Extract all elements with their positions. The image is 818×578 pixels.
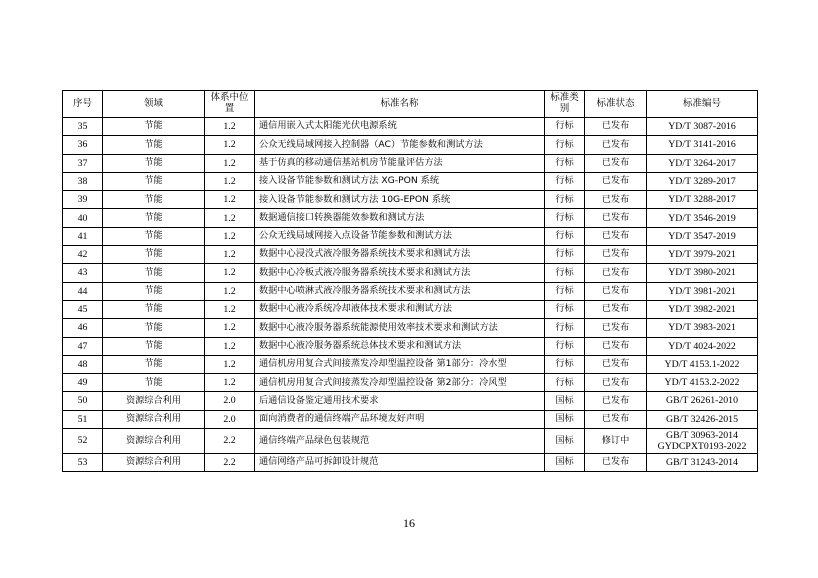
row-serial: 40: [63, 209, 103, 227]
table-row: [63, 392, 758, 410]
row-code: YD/T 3288-2017: [647, 191, 758, 209]
row-serial: 41: [63, 227, 103, 245]
row-field: 节能: [103, 136, 205, 154]
row-field: 节能: [103, 246, 205, 264]
table-row: [63, 191, 758, 209]
row-code: GB/T 26261-2010: [647, 392, 758, 410]
row-field: 资源综合利用: [103, 392, 205, 410]
row-standard-name: 后通信设备鉴定通用技术要求: [255, 392, 545, 410]
row-standard-name: 接入设备节能参数和测试方法 XG-PON 系统: [255, 172, 545, 190]
row-code: GB/T 30963-2014 GYDCPXT0193-2022: [647, 429, 758, 454]
row-code: YD/T 4153.2-2022: [647, 374, 758, 392]
row-status: 已发布: [585, 191, 647, 209]
row-standard-name: 通信机房用复合式间接蒸发冷却型温控设备 第1部分：冷水型: [255, 355, 545, 373]
header-field: 领域: [103, 91, 205, 118]
row-serial: 35: [63, 118, 103, 136]
row-position: 1.2: [205, 136, 255, 154]
row-standard-name: 数据中心液冷系统冷却液体技术要求和测试方法: [255, 300, 545, 318]
row-code: YD/T 4024-2022: [647, 337, 758, 355]
row-category: 行标: [545, 282, 585, 300]
row-standard-name: 通信用嵌入式太阳能光伏电源系统: [255, 118, 545, 136]
row-category: 行标: [545, 227, 585, 245]
row-status: 已发布: [585, 355, 647, 373]
row-category: 行标: [545, 209, 585, 227]
row-category: 行标: [545, 118, 585, 136]
row-code: YD/T 3087-2016: [647, 118, 758, 136]
row-code: YD/T 3264-2017: [647, 154, 758, 172]
row-field: 节能: [103, 264, 205, 282]
row-category: 国标: [545, 429, 585, 454]
header-status: 标准状态: [585, 91, 647, 118]
standards-table-section: [62, 90, 757, 472]
row-serial: 36: [63, 136, 103, 154]
row-position: 1.2: [205, 191, 255, 209]
row-serial: 38: [63, 172, 103, 190]
row-position: 1.2: [205, 319, 255, 337]
row-field: 资源综合利用: [103, 429, 205, 454]
row-position: 1.2: [205, 355, 255, 373]
table-row: [63, 282, 758, 300]
row-serial: 49: [63, 374, 103, 392]
row-serial: 43: [63, 264, 103, 282]
row-status: 已发布: [585, 374, 647, 392]
row-status: 已发布: [585, 300, 647, 318]
row-category: 行标: [545, 191, 585, 209]
row-position: 1.2: [205, 227, 255, 245]
row-serial: 46: [63, 319, 103, 337]
table-row: [63, 410, 758, 428]
row-category: 国标: [545, 392, 585, 410]
row-category: 行标: [545, 264, 585, 282]
row-standard-name: 面向消费者的通信终端产品环境友好声明: [255, 410, 545, 428]
row-code: YD/T 3983-2021: [647, 319, 758, 337]
row-status: 已发布: [585, 246, 647, 264]
table-row: [63, 429, 758, 454]
header-serial: 序号: [63, 91, 103, 118]
header-position: 体系中位置: [205, 91, 255, 118]
table-row: [63, 337, 758, 355]
row-status: 已发布: [585, 392, 647, 410]
table-header-row: [63, 91, 758, 118]
row-category: 行标: [545, 337, 585, 355]
table-row: [63, 374, 758, 392]
row-position: 1.2: [205, 282, 255, 300]
row-code: YD/T 3982-2021: [647, 300, 758, 318]
row-status: 已发布: [585, 118, 647, 136]
row-field: 节能: [103, 282, 205, 300]
row-status: 已发布: [585, 264, 647, 282]
row-standard-name: 公众无线局域网接入控制器（AC）节能参数和测试方法: [255, 136, 545, 154]
row-standard-name: 基于仿真的移动通信基站机房节能量评估方法: [255, 154, 545, 172]
row-status: 已发布: [585, 410, 647, 428]
row-field: 节能: [103, 337, 205, 355]
row-field: 节能: [103, 154, 205, 172]
row-position: 1.2: [205, 264, 255, 282]
row-standard-name: 数据中心液冷服务器系统总体技术要求和测试方法: [255, 337, 545, 355]
row-status: 已发布: [585, 282, 647, 300]
row-serial: 50: [63, 392, 103, 410]
row-code: YD/T 3547-2019: [647, 227, 758, 245]
header-category: 标准类别: [545, 91, 585, 118]
row-category: 行标: [545, 172, 585, 190]
row-standard-name: 公众无线局域网接入点设备节能参数和测试方法: [255, 227, 545, 245]
row-category: 国标: [545, 454, 585, 472]
row-serial: 44: [63, 282, 103, 300]
row-serial: 47: [63, 337, 103, 355]
row-position: 2.0: [205, 392, 255, 410]
row-position: 1.2: [205, 118, 255, 136]
row-status: 已发布: [585, 154, 647, 172]
table-row: [63, 355, 758, 373]
row-serial: 45: [63, 300, 103, 318]
row-status: 已发布: [585, 454, 647, 472]
table-row: [63, 209, 758, 227]
row-code: YD/T 3141-2016: [647, 136, 758, 154]
row-category: 国标: [545, 410, 585, 428]
row-field: 节能: [103, 191, 205, 209]
row-position: 1.2: [205, 337, 255, 355]
row-category: 行标: [545, 154, 585, 172]
row-code: YD/T 3980-2021: [647, 264, 758, 282]
row-serial: 37: [63, 154, 103, 172]
row-standard-name: 数据通信接口转换器能效参数和测试方法: [255, 209, 545, 227]
row-status: 修订中: [585, 429, 647, 454]
row-serial: 53: [63, 454, 103, 472]
row-position: 1.2: [205, 374, 255, 392]
row-field: 节能: [103, 227, 205, 245]
row-field: 节能: [103, 319, 205, 337]
row-status: 已发布: [585, 136, 647, 154]
row-serial: 42: [63, 246, 103, 264]
table-row: [63, 154, 758, 172]
row-field: 资源综合利用: [103, 410, 205, 428]
row-standard-name: 数据中心冷板式液冷服务器系统技术要求和测试方法: [255, 264, 545, 282]
row-standard-name: 接入设备节能参数和测试方法 10G-EPON 系统: [255, 191, 545, 209]
row-code: YD/T 3979-2021: [647, 246, 758, 264]
table-row: [63, 246, 758, 264]
row-field: 节能: [103, 172, 205, 190]
row-field: 节能: [103, 355, 205, 373]
table-row: [63, 454, 758, 472]
header-standard-name: 标准名称: [255, 91, 545, 118]
row-position: 2.2: [205, 454, 255, 472]
table-row: [63, 118, 758, 136]
row-category: 行标: [545, 374, 585, 392]
table-row: [63, 136, 758, 154]
row-field: 节能: [103, 118, 205, 136]
row-serial: 52: [63, 429, 103, 454]
row-status: 已发布: [585, 209, 647, 227]
row-position: 1.2: [205, 300, 255, 318]
standards-table: [62, 90, 758, 472]
row-category: 行标: [545, 300, 585, 318]
row-serial: 39: [63, 191, 103, 209]
row-status: 已发布: [585, 337, 647, 355]
row-standard-name: 通信网络产品可拆卸设计规范: [255, 454, 545, 472]
row-position: 2.2: [205, 429, 255, 454]
table-row: [63, 319, 758, 337]
row-standard-name: 数据中心液冷服务器系统能源使用效率技术要求和测试方法: [255, 319, 545, 337]
row-code: YD/T 3981-2021: [647, 282, 758, 300]
row-code: YD/T 3546-2019: [647, 209, 758, 227]
row-field: 节能: [103, 300, 205, 318]
page-number: 16: [403, 516, 415, 530]
row-category: 行标: [545, 355, 585, 373]
row-category: 行标: [545, 319, 585, 337]
row-position: 1.2: [205, 209, 255, 227]
header-code: 标准编号: [647, 91, 758, 118]
row-standard-name: 数据中心喷淋式液冷服务器系统技术要求和测试方法: [255, 282, 545, 300]
row-position: 1.2: [205, 246, 255, 264]
row-code: YD/T 4153.1-2022: [647, 355, 758, 373]
row-category: 行标: [545, 136, 585, 154]
row-code: GB/T 31243-2014: [647, 454, 758, 472]
row-serial: 51: [63, 410, 103, 428]
row-status: 已发布: [585, 227, 647, 245]
table-row: [63, 264, 758, 282]
row-standard-name: 通信终端产品绿色包装规范: [255, 429, 545, 454]
row-status: 已发布: [585, 172, 647, 190]
row-field: 节能: [103, 209, 205, 227]
row-position: 1.2: [205, 172, 255, 190]
row-position: 2.0: [205, 410, 255, 428]
row-position: 1.2: [205, 154, 255, 172]
row-standard-name: 数据中心浸没式液冷服务器系统技术要求和测试方法: [255, 246, 545, 264]
row-standard-name: 通信机房用复合式间接蒸发冷却型温控设备 第2部分：冷风型: [255, 374, 545, 392]
row-field: 节能: [103, 374, 205, 392]
row-status: 已发布: [585, 319, 647, 337]
row-category: 行标: [545, 246, 585, 264]
table-row: [63, 172, 758, 190]
table-row: [63, 300, 758, 318]
table-row: [63, 227, 758, 245]
row-field: 资源综合利用: [103, 454, 205, 472]
row-code: YD/T 3289-2017: [647, 172, 758, 190]
row-code: GB/T 32426-2015: [647, 410, 758, 428]
row-serial: 48: [63, 355, 103, 373]
